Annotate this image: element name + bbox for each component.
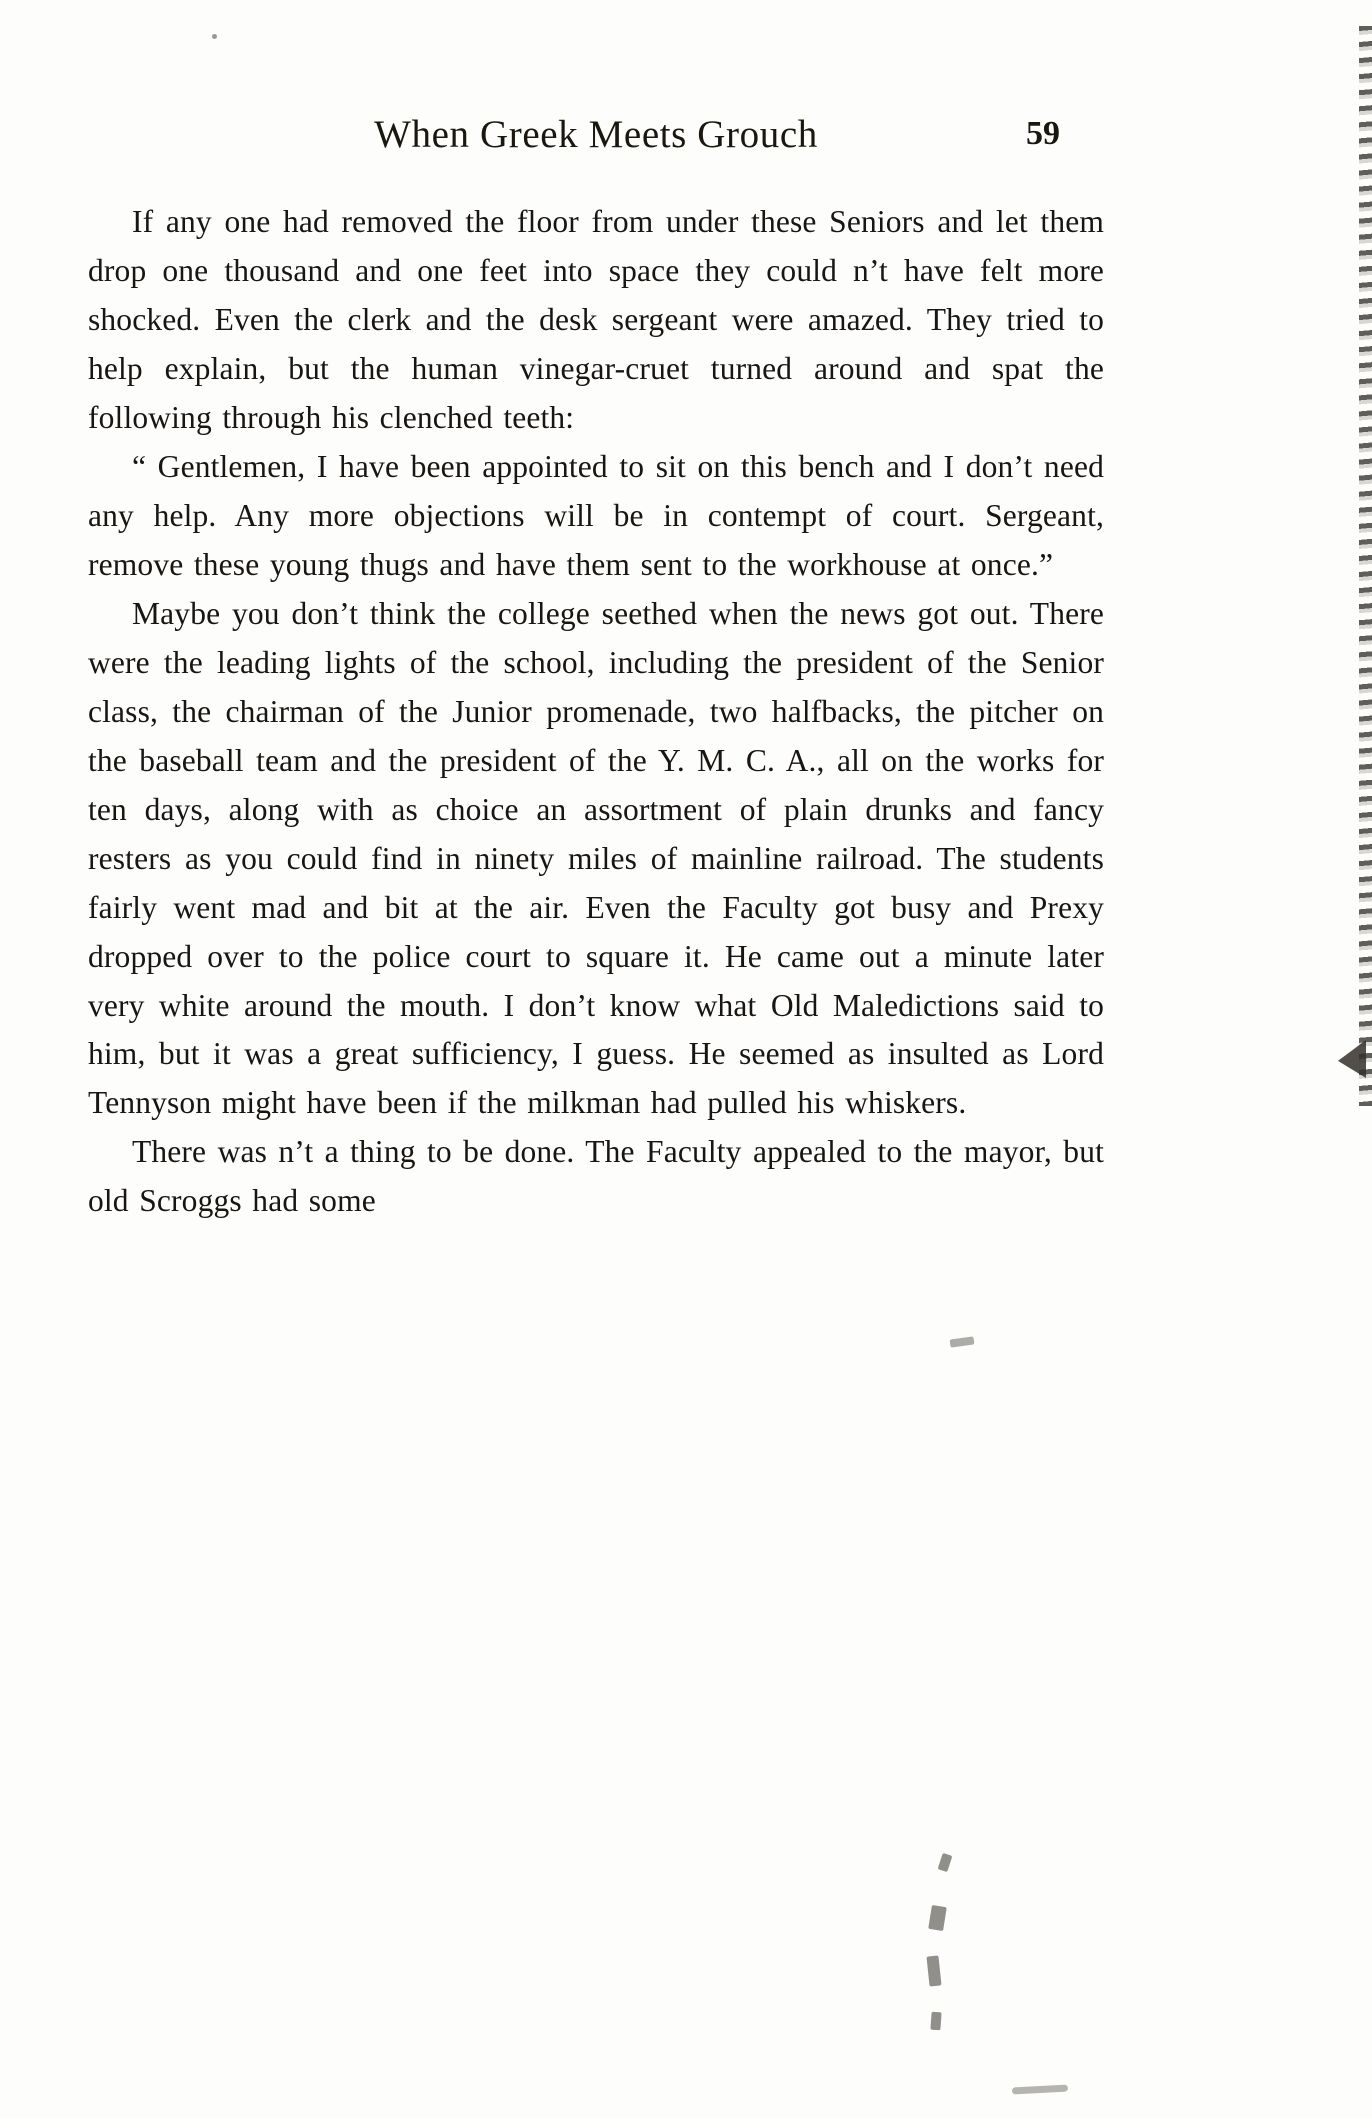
- paragraph: “ Gentlemen, I have been appointed to sit on this bench and I don’t need any help. Any more objections will be in contempt of court. Sergeant, remove these young thugs and have them sent to the workhouse at once.”: [88, 448, 1104, 582]
- scan-artifact: [950, 1336, 975, 1347]
- page-header: [88, 112, 1104, 168]
- scan-artifact: [1012, 2085, 1068, 2095]
- scan-artifact: [1338, 1040, 1366, 1078]
- chapter-title: When Greek Meets Grouch: [374, 113, 818, 156]
- page-content: [88, 112, 1104, 1226]
- page-text: [88, 198, 1104, 1226]
- page-number: 59: [1026, 115, 1060, 152]
- paragraph: Maybe you don’t think the college seethed when the news got out. There were the leading lights of the school, including the president of the Senior class, the chairman of the Junior promenade, two halfbacks, the pitcher on the baseball team and the president of the Y. M. C. A., all on the works for ten days, along with as choice an assortment of plain drunks and fancy resters as you could find in ninety miles of mainline railroad. The students fairly went mad and bit at the air. Even the Faculty got busy and Prexy dropped over to the police court to square it. He came out a minute later very white around the mouth. I don’t know what Old Maledictions said to him, but it was a great sufficiency, I guess. He seemed as insulted as Lord Tennyson might have been if the milkman had pulled his whiskers.: [88, 595, 1104, 1121]
- paragraph: If any one had removed the floor from under these Seniors and let them drop one thousand and one feet into space they could n’t have felt more shocked. Even the clerk and the desk sergeant were amazed. They tried to help explain, but the human vinegar-cruet turned around and spat the following through his clenched teeth:: [88, 204, 1104, 435]
- scan-artifact: [938, 1853, 953, 1872]
- paragraph: There was n’t a thing to be done. The Faculty appealed to the mayor, but old Scroggs had some: [88, 1134, 1104, 1219]
- scan-edge-artifact: [1359, 26, 1372, 1106]
- scan-artifact: [212, 34, 217, 39]
- scan-artifact: [926, 1955, 941, 1986]
- scan-artifact: [930, 2012, 941, 2031]
- scan-artifact: [928, 1905, 947, 1931]
